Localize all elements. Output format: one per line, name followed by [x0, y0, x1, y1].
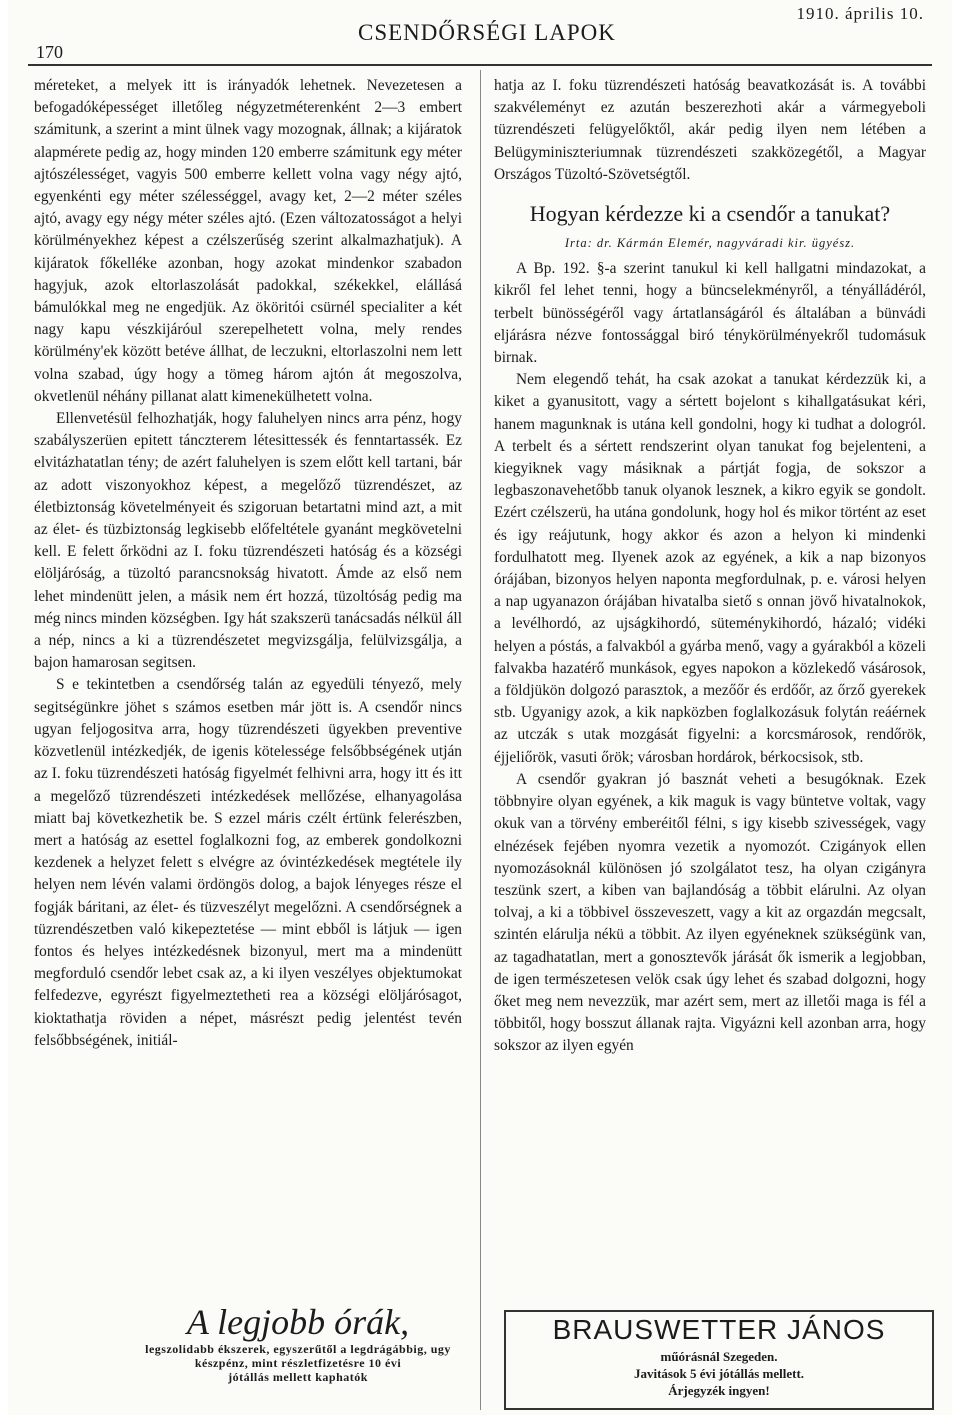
- ad-line: Javitások 5 évi jótállás mellett.: [633, 1366, 805, 1381]
- article-paragraph: Nem elegendő tehát, ha csak azokat a tanukat kérdezzük ki, a kiket a gyanusitott, vagy a sértett bojelont s kihallgatásukat kéri, hanem magunknak is utána kell gondolni, hogy ki tudhat a dologról. A terbelt és a sértett rendszerint olyan tanukat fog bejelenteni, a kiegyiknek vagy másiknak a pártját fogja, de sokszor a legbaszonavehetőbb tanuk olyanok lesznek, a kikro egyik se gondolt. Ezért czélszerü, ha utána gondolunk, hogy hol és mikor történt az eset és igy reájutunk, hogy akkor és azon a helyon ki mindenki fordulhatott meg. Ilyenek azok az egyének, a kik a nap bizonyos órájában, bizonyos helyen naponta megfordulnak, p. e. városi helyen a nap ugyanazon órájában hivatalba siető s onnan jövő hivatalnokok, a levélhordó, az ujságkihordó, süteménykihordó, házaló; vidéki helyen a póstás, a falvakból a gyárba menő, vagy a gyárakból a közeli falvakba hazatérő munkások, egyes napokon a közlekedő vásárosok, a földjükön dolgozó parasztok, a mezőőr és erdőőr, az őrző gyerekek stb. Ugyanigy azok, a kik napközben foglalkozásuk folytán reáérnek az utczák s utak mozgását figyelni: a korcsmárosok, rendőrök, éjjeliőrök, vasuti őrök; városban hordárok, bérkocsisok, stb.: [494, 371, 926, 766]
- publication-title: CSENDŐRSÉGI LAPOK: [358, 20, 616, 45]
- ad-line: jótállás mellett kaphatók: [228, 1370, 368, 1384]
- column-divider: [480, 70, 481, 1410]
- left-paragraph: méreteket, a melyek itt is irányadók lehetnek. Nevezetesen a befogadóképességet illetőleg négyzetméterenként 2—3 embert számitunk, a szerint a mint ülnek vagy mozognak, állnak; a kijáratok alapmérete pedig az, hogy minden 120 emberre számitunk egy méter ajtószélességet, vagyis 500 emberre kellett volna vagy négy ajtó, egyenkénti egy méter szélességgel, avagy ket, 2—2 méter széles ajtó, avagy egy négy méter széles ajtó. (Ezen változatosságot a helyi körülményekhez képest a czélszerűség szerint alkalmazhatjuk). A kijáratok főkelléke azonban, hogy azokat mindenkor szabadon hagyjuk, azok eltorlaszolását padokkal, székekkel, elállásá bámulókkal meg ne engedjük. Az ököritói csürnél specialiter a két nagy kapu vészkijáróul szerepelhetett volna, mely rendes körülmény'ek között betéve állhat, de leczukni, eltorlaszolni nem lett volna szabad, úgy hogy a tömeg három ajtón át megoszolva, okvetlenül néhány pillanat alatt kimenekülhetett volna.: [34, 77, 462, 405]
- article-byline: Irta: dr. Kármán Elemér, nagyváradi kir. ügyész.: [564, 236, 856, 251]
- article-paragraph: A Bp. 192. §-a szerint tanukul ki kell hallgatni mindazokat, a kikről fel lehet tenni, hogy a büncselekményről, a tényálládéról, terbelt bünösségéről vagy ártatlanságáról és általában a bünvádi eljárásra nézve fontossággal biró ténykörülményekről tudomásuk birnak.: [494, 260, 926, 367]
- page-number: 170: [36, 42, 63, 62]
- right-column: [494, 75, 926, 1058]
- page-header: [8, 0, 952, 70]
- right-intro-paragraph: hatja az I. foku tüzrendészeti hatóság beavatkozását is. A további szakvéleményt ez azután beszerezhoti akár a vármegyeboli tüzrendészeti felügyelőktől, akár pedig ilyen nem létében a Belügyminiszteriumnak tüzrendészeti szakközegétől, a Magyar Országos Tüzoltó-Szövetségtől.: [494, 77, 926, 183]
- article-title: Hogyan kérdezze ki a csendőr a tanukat?: [529, 201, 891, 227]
- ad-line: Árjegyzék ingyen!: [668, 1383, 770, 1398]
- left-column: [34, 75, 462, 1052]
- header-rule: [28, 64, 932, 66]
- advertisements: [8, 1302, 952, 1410]
- ad-line: műórásnál Szegeden.: [660, 1349, 778, 1364]
- article-paragraph: A csendőr gyakran jó basznát veheti a besugóknak. Ezek többnyire olyan egyének, a kik maguk is vagy büntetve voltak, vagy okuk van a törvény emberéitől félni, s igy kisebb szivességek, vagy elnézések fejében nyomra vezetik a nyomozót. Czigányok ellen nyomozásoknál különösen jó szolgálatot tesz, ha olyan czigányra teszünk szert, a kiben van bajlandóság a többit elárulni. Az olyan tolvaj, a ki a többivel összeveszett, vagy a kit az orgazdán megcsalt, szintén elárulja nékü a többit. Az ilyen egyéneknek szükségünk van, az tagadhatatlan, mert a gonosztevők járását ők ismerik a legjobban, de igen természetesen velök csak úgy lehet és szabad dolgozni, hogy őket meg nem nevezzük, mar azért sem, mert az illetői maga is fél a többitől, hogy bosszut állanak rajta. Vigyázni kell azonban arra, hogy sokszor az ilyen egyén: [494, 770, 926, 1055]
- issue-date: 1910. április 10.: [796, 4, 924, 23]
- left-paragraph: S e tekintetben a csendőrség talán az egyedüli tényező, mely segitségünkre jöhet s számos esetben már jött is. A csendőr nincs ugyan feljogositva arra, hogy tüzrendészeti ügyekben preventive közvetlenül intézkedjék, de igenis kötelessége felsőbbségének utján az I. foku tüzrendészeti hatóság figyelmét felhivni arra, hogy itt és itt a megelőző tüzrendészeti intézkedések mellőzése, elhanyagolása miatt baj következhetik be. S ezzel máris czélt értünk felerészben, mert a hatóság az esettel foglalkozni fog, az emberek gondolkozni kezdenek a helyzet felett s elvégre az óvintézkedések megtétele ily helyen nem lévén valami ördöngös dolog, a bajok lényeges része el fogják báritani, az élet- és tüzveszélyt megelőzni. A csendőrségnek a tüzrendészetben való kikepeztetése — mint ebből is látjuk — igen fontos és helyes intézkedésnek bizonyul, mert ma a mindenütt megforduló csendőr lebet csak az, a ki ilyen veszélyes objektumokat felfedezve, egyrészt figyelmeztetheti rea a községi elöljárósagot, kioktathatja röviden a népet, másrészt pedig jelentést tevén felsőbbségének, initiál-: [34, 676, 462, 1049]
- left-paragraph: Ellenvetésül felhozhatják, hogy faluhelyen nincs arra pénz, hogy szabályszerüen epitett tánczterem létesittessék és fenntartassék. Ez elvitázhatatlan tény; de azért faluhelyen is szem előtt kell tartani, bár az adott viszonyokhoz képest, a megelőző tüzrendészet, az életbiztonság követelményeit és szigoruan betartatni mind azt, a mit az élet- és tüzbiztonság legkisebb előfeltétele gyanánt megkövetelni kell. E felett őrködni az I. foku tüzrendészeti hatóság és a községi elöljáróság, a tüzoltó parancsnokság hivatott. Ámde az első nem lehet mindenütt jelen, a másik nem ért hozzá, tüzoltóság pedig ma még nincs minden községben. Igy hát szakszerü tanácsadás nélkül áll a nép, nincs a ki a tüzrendészetet megvizsgálja, felülvizsgálja, a bajon hamarosan segitsen.: [34, 410, 462, 672]
- newspaper-page: [8, 0, 952, 1415]
- ad-line: legszolidabb ékszerek, egyszerűtől a legdrágábbig, ugy készpénz, mint részletfizetésre 10 évi: [145, 1342, 451, 1370]
- ad-headline: BRAUSWETTER JÁNOS: [552, 1314, 886, 1345]
- brauswetter-ad: [504, 1310, 934, 1410]
- watch-shop-ad: [128, 1302, 468, 1384]
- ad-headline: A legjobb órák,: [186, 1302, 410, 1342]
